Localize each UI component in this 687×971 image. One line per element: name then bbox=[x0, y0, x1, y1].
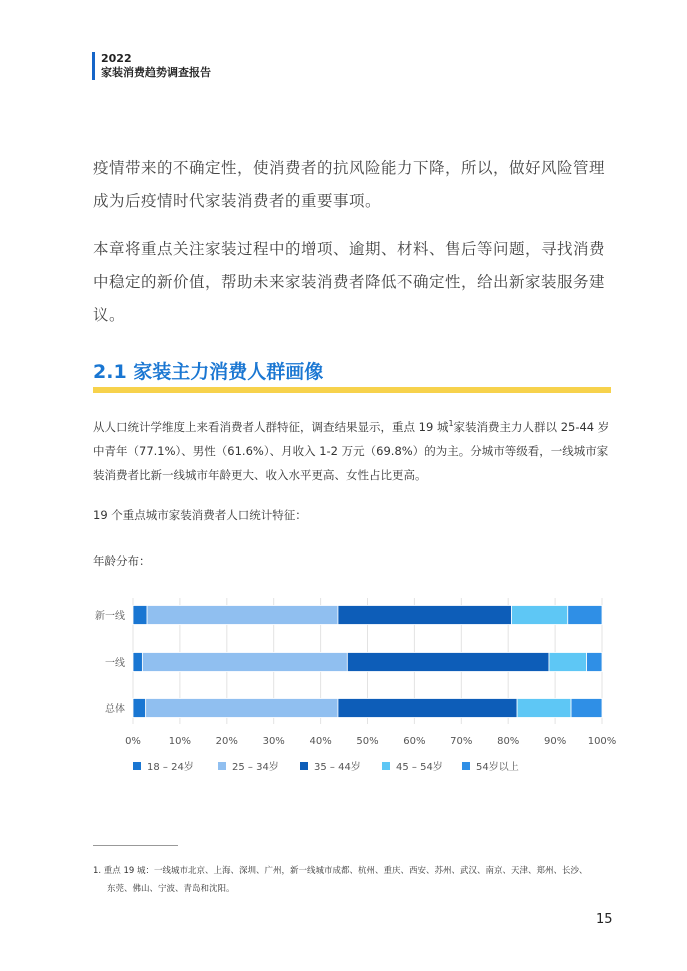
intro-text-part1: 从人口统计学维度上来看消费者人群特征，调查结果显示，重点 19 城 bbox=[93, 419, 449, 434]
page-number: 15 bbox=[596, 912, 613, 927]
bar-segment bbox=[549, 653, 587, 672]
header-year: 2022 bbox=[101, 52, 132, 65]
footnote-ref[interactable]: 1 bbox=[448, 419, 454, 428]
bar-segment bbox=[133, 699, 146, 718]
legend-label: 35 – 44岁 bbox=[314, 762, 361, 773]
bar-segment bbox=[587, 653, 602, 672]
legend-swatch bbox=[300, 762, 308, 770]
bar-segment bbox=[568, 606, 602, 625]
age-distribution-chart bbox=[90, 596, 620, 786]
intro-paragraph bbox=[93, 412, 613, 487]
legend-swatch bbox=[133, 762, 141, 770]
category-label: 新一线 bbox=[95, 611, 125, 622]
x-tick-label: 100% bbox=[587, 736, 617, 747]
footnote bbox=[93, 862, 623, 898]
header-title: 家装消费趋势调查报告 bbox=[101, 66, 211, 79]
x-tick-label: 0% bbox=[125, 736, 141, 747]
legend-label: 45 – 54岁 bbox=[396, 762, 443, 773]
x-tick-label: 90% bbox=[543, 736, 567, 747]
legend-swatch bbox=[382, 762, 390, 770]
category-label: 总体 bbox=[105, 704, 125, 715]
legend-label: 54岁以上 bbox=[476, 762, 519, 773]
bar-segment bbox=[571, 699, 602, 718]
report-header bbox=[92, 52, 211, 80]
paragraph-uncertainty: 疫情带来的不确定性，使消费者的抗风险能力下降，所以，做好风险管理成为后疫情时代家装消费者的重要事项。 bbox=[93, 159, 606, 210]
age-distribution-label: 年龄分布： bbox=[93, 554, 151, 568]
x-tick-label: 60% bbox=[403, 736, 426, 747]
x-tick-label: 30% bbox=[262, 736, 285, 747]
x-tick-label: 50% bbox=[356, 736, 379, 747]
x-tick-label: 40% bbox=[309, 736, 332, 747]
bar-segment bbox=[347, 653, 549, 672]
intro-text-part2: 家装消费主力人群以 25-44 岁中青年（77.1%）、男性（61.6%）、月收入 1-2 万元（69.8%）的为主。分城市等级看，一线城市家装消费者比新一线城市年龄更大、收入水平更高、女性占比更高。 bbox=[93, 419, 610, 482]
legend-swatch bbox=[218, 762, 226, 770]
bar-segment bbox=[146, 699, 338, 718]
legend-label: 25 – 34岁 bbox=[232, 762, 279, 773]
legend-swatch bbox=[462, 762, 470, 770]
bar-segment bbox=[133, 606, 147, 625]
paragraph-chapter-focus: 本章将重点关注家装过程中的增项、逾期、材料、售后等问题，寻找消费中稳定的新价值，帮助未来家装消费者降低不确定性，给出新家装服务建议。 bbox=[93, 240, 606, 324]
cities-label: 19 个重点城市家装消费者人口统计特征： bbox=[93, 508, 307, 522]
footnote-line1: 1. 重点 19 城：一线城市北京、上海、深圳、广州，新一线城市成都、杭州、重庆、西安、苏州、武汉、南京、天津、郑州、长沙、 bbox=[93, 866, 588, 876]
bar-segment bbox=[147, 606, 338, 625]
footnote-divider bbox=[93, 845, 178, 846]
section-title: 2.1 家装主力消费人群画像 bbox=[93, 361, 324, 383]
bar-segment bbox=[338, 699, 517, 718]
footnote-line2: 东莞、佛山、宁波、青岛和沈阳。 bbox=[107, 884, 235, 894]
bar-segment bbox=[133, 653, 142, 672]
bar-segment bbox=[517, 699, 571, 718]
section-heading bbox=[93, 357, 611, 395]
x-tick-label: 80% bbox=[497, 736, 520, 747]
category-label: 一线 bbox=[105, 658, 125, 669]
bar-segment bbox=[338, 606, 512, 625]
bar-segment bbox=[511, 606, 567, 625]
x-tick-label: 70% bbox=[450, 736, 473, 747]
section-underline-bar bbox=[93, 387, 611, 393]
legend-label: 18 – 24岁 bbox=[147, 762, 194, 773]
x-tick-label: 10% bbox=[168, 736, 192, 747]
x-tick-label: 20% bbox=[215, 736, 238, 747]
bar-segment bbox=[142, 653, 347, 672]
